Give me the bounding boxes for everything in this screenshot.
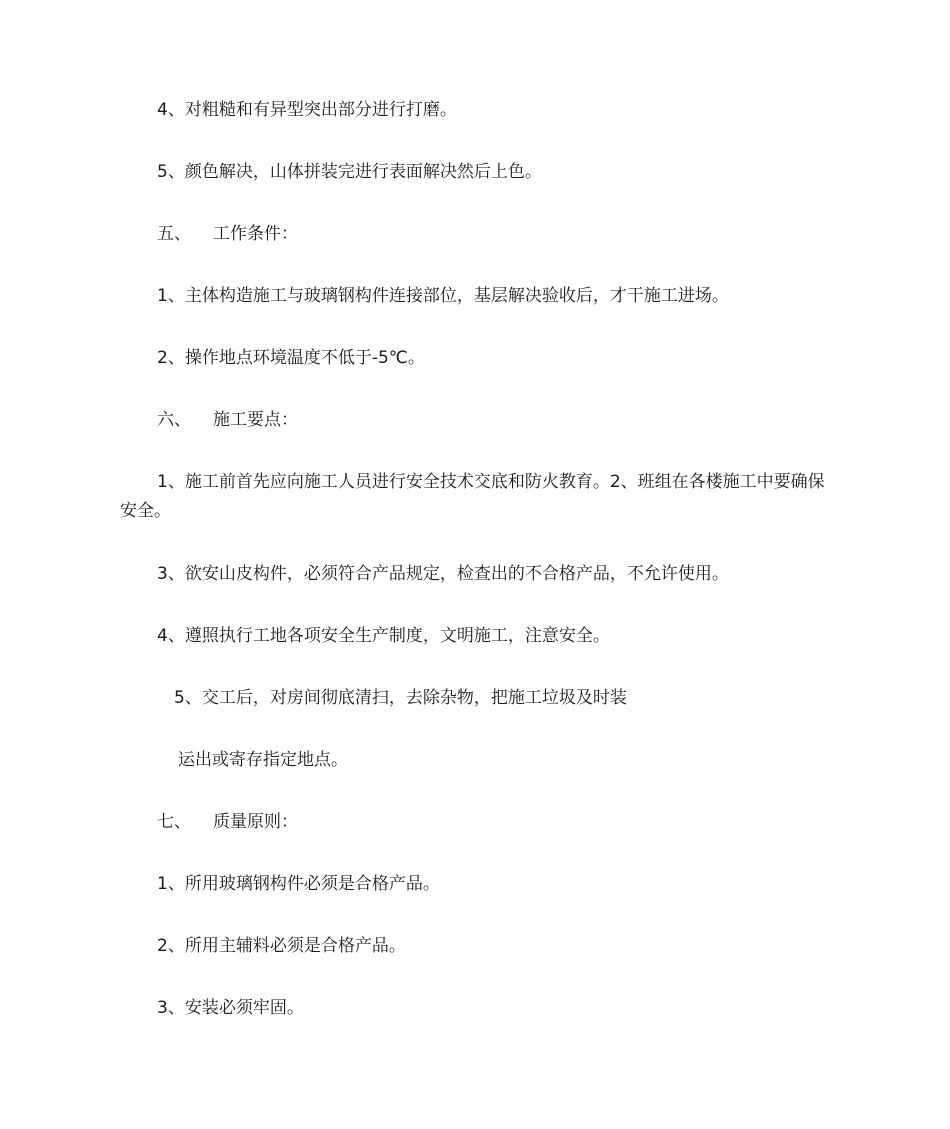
list-item: 3、欲安山皮构件，必须符合产品规定，检查出的不合格产品，不允许使用。 (157, 564, 729, 584)
section-title: 工作条件： (213, 224, 298, 244)
section-heading (157, 409, 298, 431)
list-item: 5、交工后，对房间彻底清扫，去除杂物，把施工垃圾及时装 (174, 688, 627, 708)
list-item-continuation: 运出或寄存指定地点。 (178, 750, 348, 770)
section-number: 五、 (157, 224, 191, 244)
list-item: 1、所用玻璃钢构件必须是合格产品。 (157, 874, 440, 894)
section-number: 六、 (157, 410, 191, 430)
section-heading (157, 223, 298, 245)
list-item: 3、安装必须牢固。 (157, 998, 304, 1018)
list-item: 5、颜色解决，山体拼装完进行表面解决然后上色。 (157, 162, 542, 182)
section-title: 质量原则： (213, 812, 298, 832)
section-title: 施工要点： (213, 410, 298, 430)
section-heading (157, 811, 298, 833)
paragraph: 1、施工前首先应向施工人员进行安全技术交底和防火教育。2、班组在各楼施工中要确保安全。 (120, 472, 825, 521)
list-item: 1、主体构造施工与玻璃钢构件连接部位，基层解决验收后，才干施工进场。 (157, 286, 729, 306)
list-item: 4、遵照执行工地各项安全生产制度，文明施工，注意安全。 (157, 626, 610, 646)
list-item: 4、对粗糙和有异型突出部分进行打磨。 (157, 100, 457, 120)
section-number: 七、 (157, 812, 191, 832)
list-item: 2、所用主辅料必须是合格产品。 (157, 936, 406, 956)
list-item: 2、操作地点环境温度不低于-5℃。 (157, 348, 425, 368)
